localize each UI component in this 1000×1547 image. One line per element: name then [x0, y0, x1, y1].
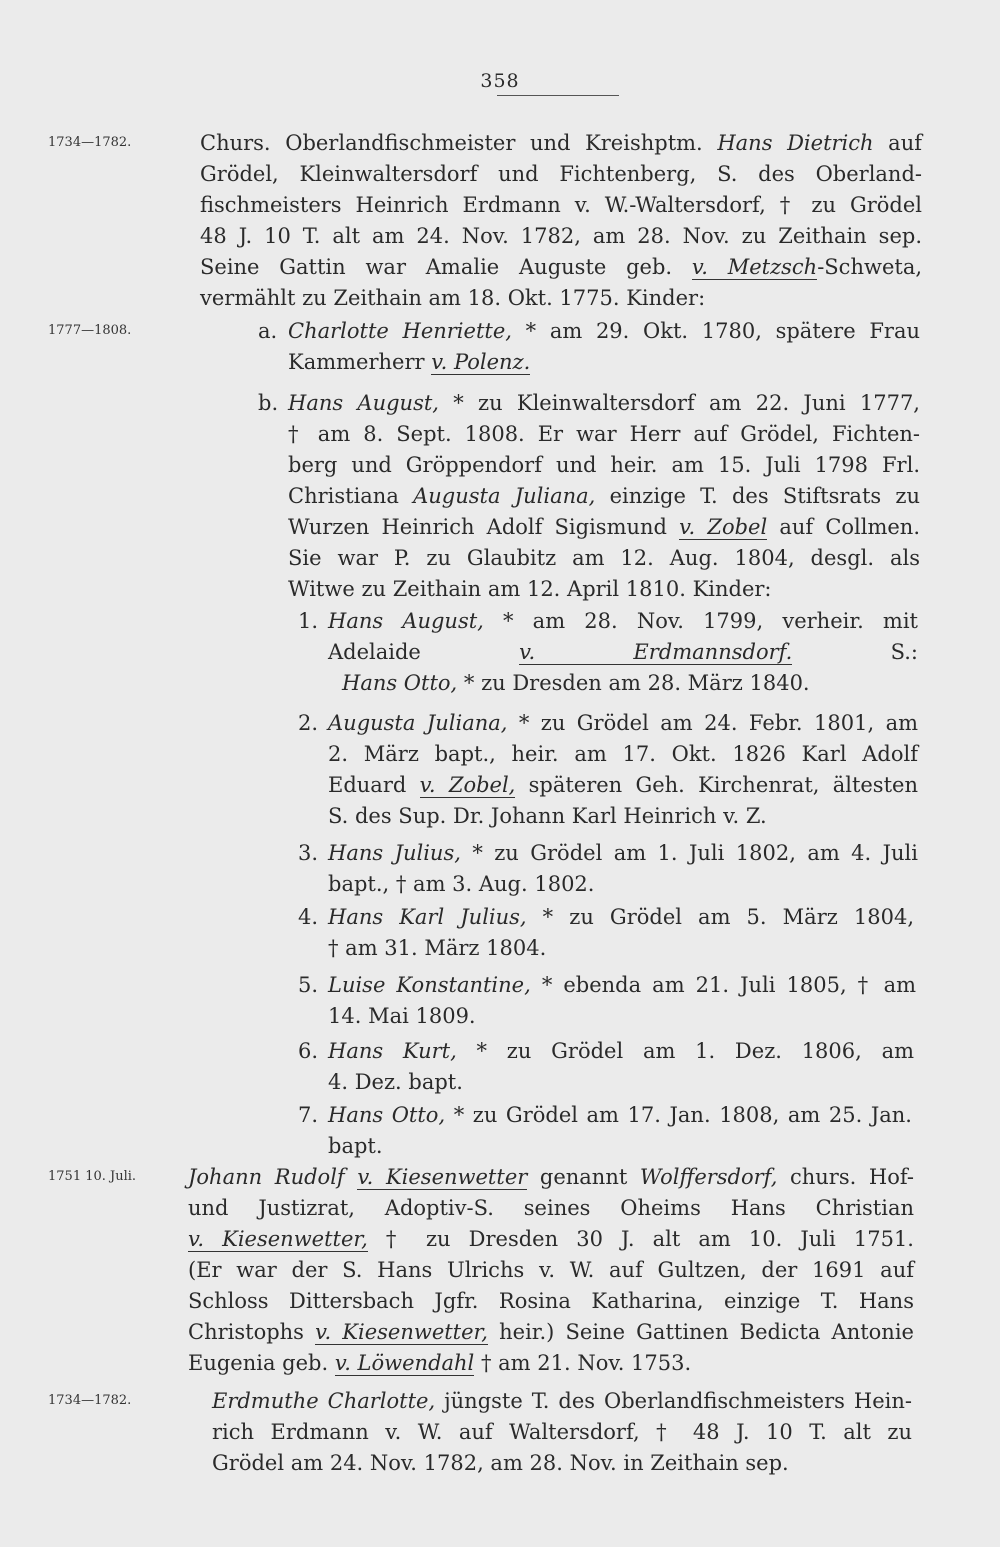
entry-marker: b.: [258, 391, 279, 415]
text-line: Hans Otto, * zu Dresden am 28. März 1840.: [342, 671, 810, 695]
text-line: vermählt zu Zeithain am 18. Okt. 1775. Kinder:: [200, 286, 706, 310]
text-line: 48 J. 10 T. alt am 24. Nov. 1782, am 28. Nov. zu Zeithain sep.: [200, 224, 922, 248]
entry-marker: a.: [258, 319, 278, 343]
text-line: rich Erdmann v. W. auf Waltersdorf, † 48 J. 10 T. alt zu: [212, 1420, 912, 1444]
text-line: Seine Gattin war Amalie Auguste geb. v. Metzsch-Schweta,: [200, 255, 923, 279]
text-line: 14. Mai 1809.: [328, 1004, 476, 1028]
page-number: 358: [480, 70, 520, 92]
entry-date: 1734—1782.: [48, 135, 132, 150]
text-line: bapt.: [328, 1134, 383, 1158]
text-line: Grödel am 24. Nov. 1782, am 28. Nov. in Zeithain sep.: [212, 1451, 789, 1475]
text-line: Christiana Augusta Juliana, einzige T. des Stiftsrats zu: [288, 484, 920, 508]
entry-date: 1751 10. Juli.: [48, 1169, 137, 1184]
text-line: 2. März bapt., heir. am 17. Okt. 1826 Karl Adolf: [328, 742, 918, 766]
text-line: Churs. Oberlandfischmeister und Kreishptm. Hans Dietrich auf: [200, 131, 922, 155]
entry-date: 1777—1808.: [48, 323, 132, 338]
text-line: Witwe zu Zeithain am 12. April 1810. Kinder:: [288, 577, 772, 601]
text-line: Johann Rudolf v. Kiesenwetter genannt Wolffersdorf, churs. Hof-: [188, 1165, 914, 1189]
entry-marker: 2.: [298, 711, 319, 735]
text-line: bapt., † am 3. Aug. 1802.: [328, 872, 595, 896]
text-line: fischmeisters Heinrich Erdmann v. W.-Waltersdorf, † zu Grödel: [200, 193, 922, 217]
text-line: Adelaide v. Erdmannsdorf. S.:: [328, 640, 918, 664]
text-line: † am 8. Sept. 1808. Er war Herr auf Grödel, Fichten-: [288, 422, 920, 446]
text-line: Eugenia geb. v. Löwendahl † am 21. Nov. 1753.: [188, 1351, 692, 1375]
text-line: Sie war P. zu Glaubitz am 12. Aug. 1804, desgl. als: [288, 546, 920, 570]
text-line: 4. Dez. bapt.: [328, 1070, 463, 1094]
text-line: Hans Otto, * zu Grödel am 17. Jan. 1808, am 25. Jan.: [328, 1103, 912, 1127]
text-line: Christophs v. Kiesenwetter, heir.) Seine Gattinen Bedicta Antonie: [188, 1320, 914, 1344]
text-line: Hans Julius, * zu Grödel am 1. Juli 1802, am 4. Juli: [328, 841, 918, 865]
text-line: Hans Kurt, * zu Grödel am 1. Dez. 1806, am: [328, 1039, 914, 1063]
text-line: Hans August, * zu Kleinwaltersdorf am 22. Juni 1777,: [288, 391, 920, 415]
text-line: Wurzen Heinrich Adolf Sigismund v. Zobel auf Collmen.: [288, 515, 920, 539]
entry-marker: 3.: [298, 841, 319, 865]
text-line: Schloss Dittersbach Jgfr. Rosina Katharina, einzige T. Hans: [188, 1289, 914, 1313]
text-line: Hans Karl Julius, * zu Grödel am 5. März 1804,: [328, 905, 914, 929]
text-line: (Er war der S. Hans Ulrichs v. W. auf Gultzen, der 1691 auf: [188, 1258, 914, 1282]
text-line: S. des Sup. Dr. Johann Karl Heinrich v. Z.: [328, 804, 767, 828]
entry-marker: 5.: [298, 973, 319, 997]
entry-date: 1734—1782.: [48, 1393, 132, 1408]
entry-marker: 1.: [298, 609, 319, 633]
page-number-rule: [497, 95, 619, 96]
entry-marker: 4.: [298, 905, 319, 929]
text-line: Hans August, * am 28. Nov. 1799, verheir. mit: [328, 609, 918, 633]
entry-marker: 6.: [298, 1039, 319, 1063]
entry-marker: 7.: [298, 1103, 319, 1127]
text-line: und Justizrat, Adoptiv-S. seines Oheims Hans Christian: [188, 1196, 914, 1220]
text-line: Eduard v. Zobel, späteren Geh. Kirchenrat, ältesten: [328, 773, 918, 797]
text-line: Augusta Juliana, * zu Grödel am 24. Febr. 1801, am: [328, 711, 918, 735]
text-line: Erdmuthe Charlotte, jüngste T. des Oberlandfischmeisters Hein-: [212, 1389, 913, 1413]
text-line: v. Kiesenwetter, † zu Dresden 30 J. alt am 10. Juli 1751.: [188, 1227, 914, 1251]
text-line: Luise Konstantine, * ebenda am 21. Juli 1805, † am: [328, 973, 917, 997]
text-line: Grödel, Kleinwaltersdorf und Fichtenberg, S. des Oberland-: [200, 162, 922, 186]
text-line: Charlotte Henriette, * am 29. Okt. 1780, spätere Frau: [288, 319, 920, 343]
text-line: † am 31. März 1804.: [328, 936, 547, 960]
text-line: berg und Gröppendorf und heir. am 15. Juli 1798 Frl.: [288, 453, 920, 477]
text-line: Kammerherr v. Polenz.: [288, 350, 531, 374]
